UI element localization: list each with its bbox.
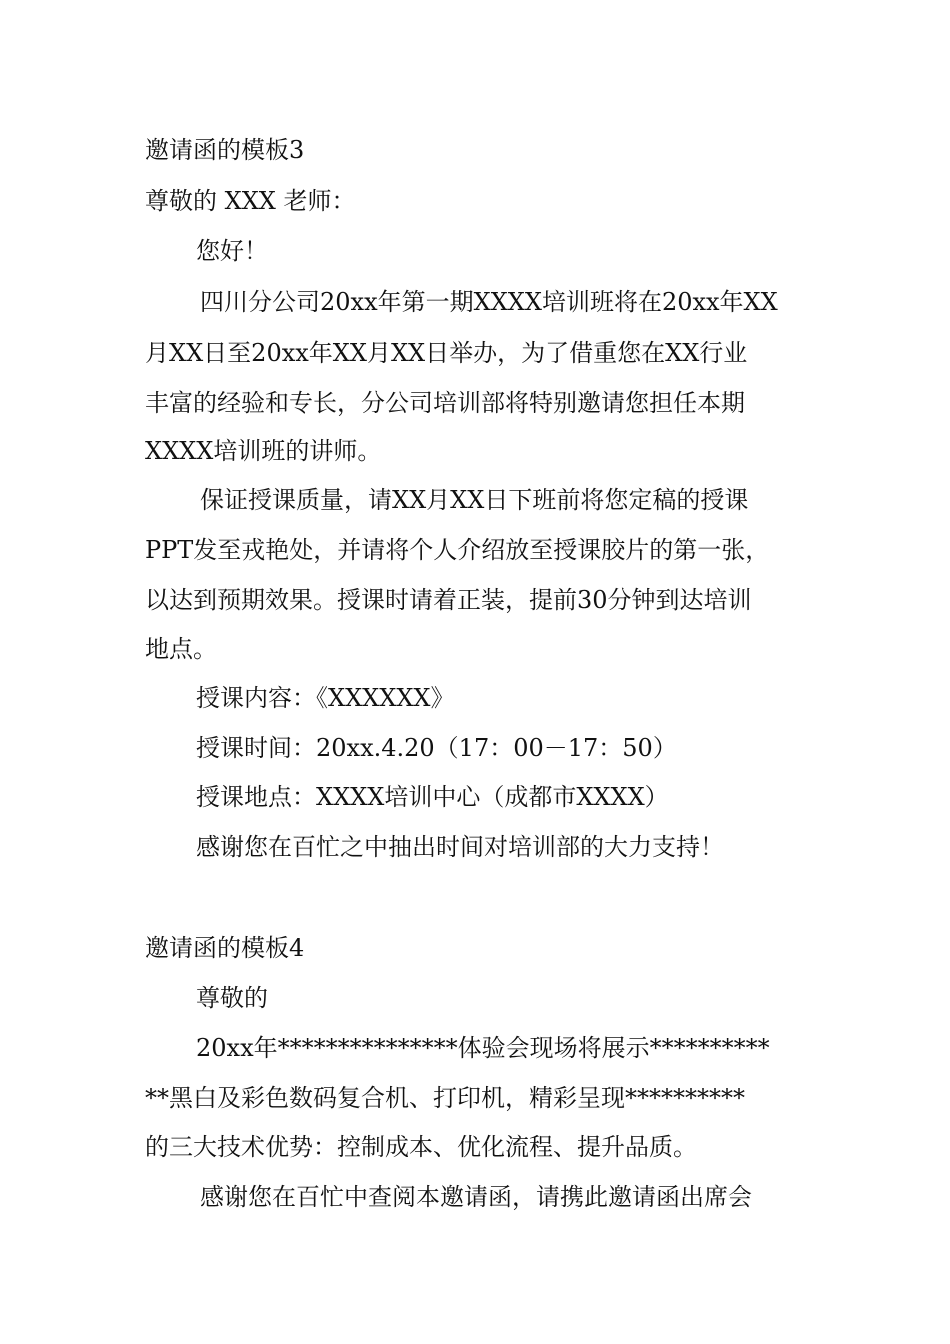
section3-para1-line: XXXX培训班的讲师。 bbox=[145, 437, 382, 465]
section3-para2-line: 保证授课质量，请XX月XX日下班前将您定稿的授课 bbox=[200, 486, 749, 514]
section4-para1-line: 20xx年***************体验会现场将展示********** bbox=[196, 1034, 770, 1062]
section4-heading: 邀请函的模板4 bbox=[145, 934, 305, 962]
section3-para2-line: 地点。 bbox=[145, 635, 217, 663]
section3-location: 授课地点：XXXX培训中心（成都市XXXX） bbox=[196, 783, 669, 811]
section3-para1-line: 四川分公司20xx年第一期XXXX培训班将在20xx年XX bbox=[200, 288, 778, 316]
section3-para2-line: PPT发至戎艳处，并请将个人介绍放至授课胶片的第一张， bbox=[145, 536, 770, 564]
section3-para2-line: 以达到预期效果。授课时请着正装，提前30分钟到达培训 bbox=[145, 586, 752, 614]
section3-para1-line: 月XX日至20xx年XX月XX日举办，为了借重您在XX行业 bbox=[145, 339, 748, 367]
section3-salutation: 尊敬的 XXX 老师： bbox=[145, 187, 356, 215]
section3-time: 授课时间：20xx.4.20（17：00－17：50） bbox=[196, 734, 677, 762]
section3-heading: 邀请函的模板3 bbox=[145, 136, 305, 164]
section4-salutation: 尊敬的 bbox=[196, 984, 268, 1012]
section3-thanks: 感谢您在百忙之中抽出时间对培训部的大力支持！ bbox=[196, 833, 724, 861]
section4-para1-line: **黑白及彩色数码复合机、打印机，精彩呈现********** bbox=[145, 1084, 745, 1112]
section3-content: 授课内容：《XXXXXX》 bbox=[196, 684, 455, 712]
section4-para2-line: 感谢您在百忙中查阅本邀请函，请携此邀请函出席会 bbox=[200, 1183, 752, 1211]
section4-para1-line: 的三大技术优势：控制成本、优化流程、提升品质。 bbox=[145, 1133, 697, 1161]
section3-greeting: 您好！ bbox=[196, 237, 268, 265]
section3-para1-line: 丰富的经验和专长，分公司培训部将特别邀请您担任本期 bbox=[145, 389, 745, 417]
